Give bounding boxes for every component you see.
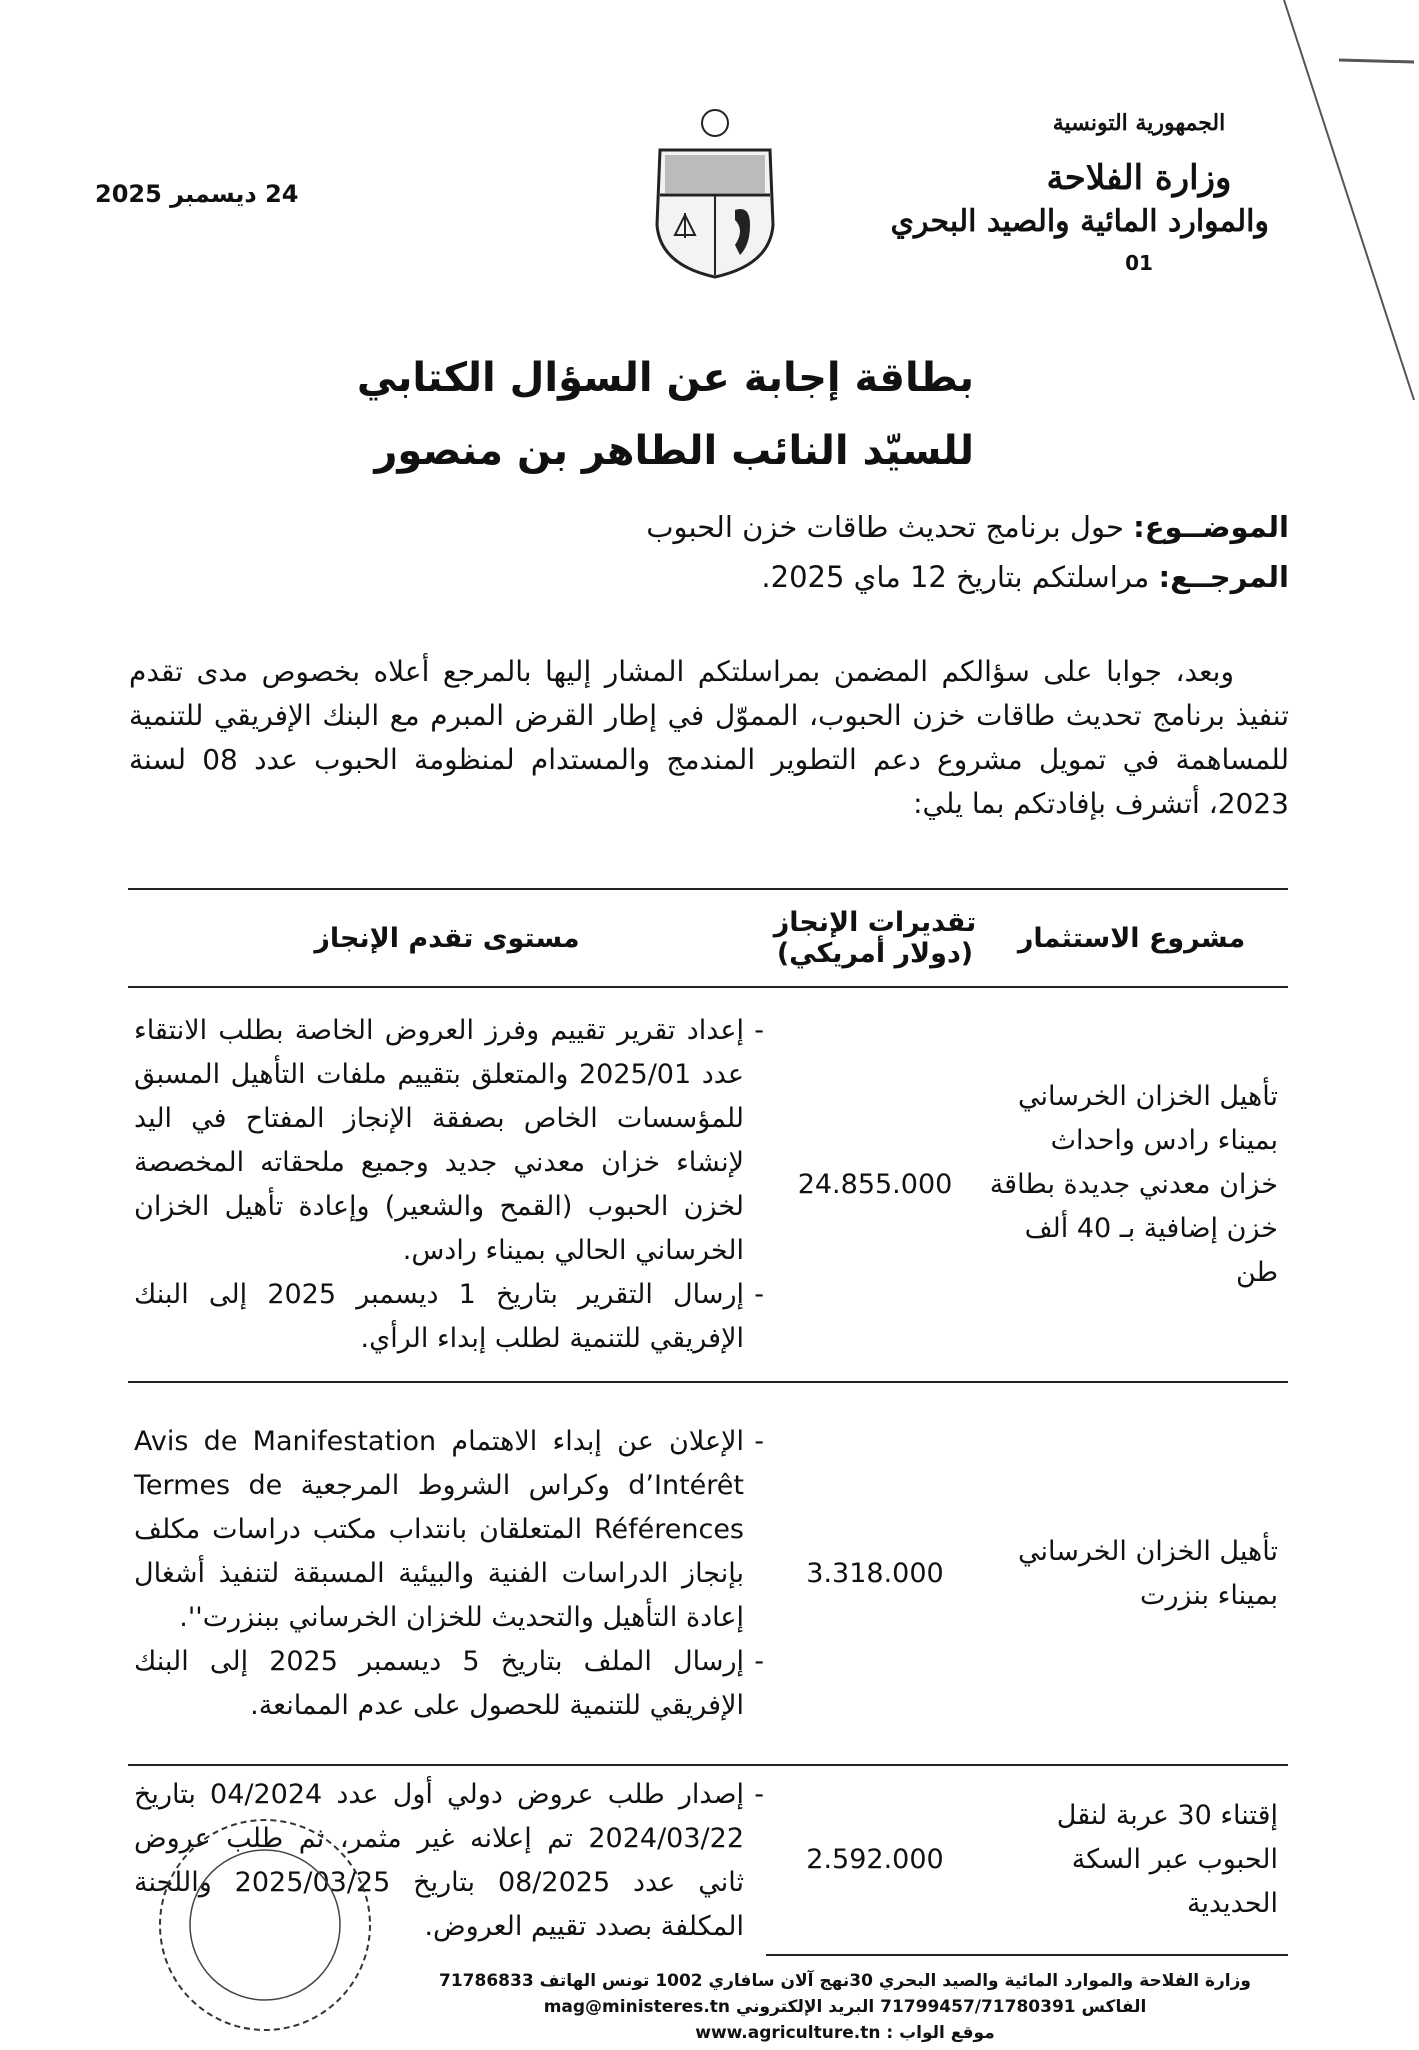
document-title-line1: بطاقة إجابة عن السؤال الكتابي: [356, 355, 974, 401]
project-cell: إقتناء 30 عربة لنقل الحبوب عبر السكة الحديدية: [984, 1765, 1288, 1955]
scan-edge-line: [1279, 0, 1419, 420]
letterhead-footer: [330, 1968, 1360, 2046]
document-title-line2: للسيّد النائب الطاهر بن منصور: [374, 428, 974, 474]
footer-website: موقع الواب : www.agriculture.tn: [695, 2023, 995, 2043]
ministry-letterhead: [890, 110, 1269, 275]
progress-cell: [128, 987, 766, 1382]
ministry-name-line2: والموارد المائية والصيد البحري: [890, 204, 1269, 239]
progress-item: - الإعلان عن إبداء الاهتمام Avis de Manifestation d’Intérêt وكراس الشروط المرجعية Termes de Références المتعلقان بانتداب مكتب دراسات مكلف بإنجاز الدراسات الفنية والبيئية المسبقة لتنفيذ أشغال إعادة التأهيل والتحديث للخزان الخرساني ببنزرت''.: [134, 1420, 744, 1640]
investment-table: [128, 888, 1288, 1956]
intro-paragraph: وبعد، جوابا على سؤالكم المضمن بمراسلتكم المشار إليها بالمرجع أعلاه بخصوص مدى تقدم تنفيذ برنامج تحديث طاقات خزن الحبوب، المموّل في إطار القرض المبرم مع البنك الإفريقي للتنمية للمساهمة في تمويل مشروع دعم التطوير المندمج والمستدام لمنظومة الحبوب عدد 08 لسنة 2023، أتشرف بإفادتكم بما يلي:: [129, 655, 1289, 820]
subject-label: الموضــوع:: [1133, 510, 1289, 544]
date-stamp: 24 ديسمبر 2025: [95, 180, 299, 208]
progress-item: - إعداد تقرير تقييم وفرز العروض الخاصة بطلب الانتقاء عدد 2025/01 والمتعلق بتقييم ملفات التأهيل المسبق للمؤسسات الخاص بصفقة الإنجاز المفتاح في اليد لإنشاء خزان معدني جديد وجميع ملحقاته المخصصة لخزن الحبوب (القمح والشعير) وإعادة تأهيل الخزان الخرساني الحالي بميناء رادس.: [134, 1009, 744, 1273]
table-header-row: [128, 889, 1288, 987]
subject-line: [646, 510, 1289, 544]
progress-item: - إصدار طلب عروض دولي أول عدد 04/2024 بتاريخ 2024/03/22 تم إعلانه غير مثمر، ثم طلب عروض ثاني عدد 08/2025 بتاريخ 2025/03/25 واللجنة المكلفة بصدد تقييم العروض.: [134, 1773, 744, 1949]
progress-item: - إرسال الملف بتاريخ 5 ديسمبر 2025 إلى البنك الإفريقي للتنمية للحصول على عدم الممانعة.: [134, 1640, 744, 1728]
header-estimate: تقديرات الإنجاز (دولار أمريكي): [766, 889, 984, 987]
tunisia-coat-of-arms-icon: [640, 105, 790, 280]
reference-number: 01: [1125, 251, 1153, 275]
project-cell: تأهيل الخزان الخرساني بميناء رادس واحداث خزان معدني جديدة بطاقة خزن إضافية بـ 40 ألف طن: [984, 987, 1288, 1382]
project-cell: تأهيل الخزان الخرساني بميناء بنزرت: [984, 1382, 1288, 1765]
reference-text: مراسلتكم بتاريخ 12 ماي 2025.: [761, 560, 1159, 594]
estimate-cell: 3.318.000: [766, 1382, 984, 1765]
footer-address: وزارة الفلاحة والموارد المائية والصيد البحري 30نهج آلان سافاري 1002 تونس الهاتف 71786833: [439, 1971, 1251, 1991]
reference-label: المرجــع:: [1158, 560, 1289, 594]
ministry-name-line1: وزارة الفلاحة: [1046, 158, 1232, 198]
table-row: [128, 987, 1288, 1382]
estimate-cell: 24.855.000: [766, 987, 984, 1382]
header-project: مشروع الاستثمار: [984, 889, 1288, 987]
footer-contact: الفاكس 71799457/71780391 البريد الإلكتروني mag@ministeres.tn: [543, 1997, 1147, 2017]
subject-text: حول برنامج تحديث طاقات خزن الحبوب: [646, 510, 1134, 544]
header-progress: مستوى تقدم الإنجاز: [128, 889, 766, 987]
table-row: [128, 1382, 1288, 1765]
progress-cell: [128, 1382, 766, 1765]
progress-item: - إرسال التقرير بتاريخ 1 ديسمبر 2025 إلى البنك الإفريقي للتنمية لطلب إبداء الرأي.: [134, 1273, 744, 1361]
estimate-cell: 2.592.000: [766, 1765, 984, 1955]
republic-name: الجمهورية التونسية: [1052, 110, 1226, 136]
reference-line: [761, 560, 1289, 594]
